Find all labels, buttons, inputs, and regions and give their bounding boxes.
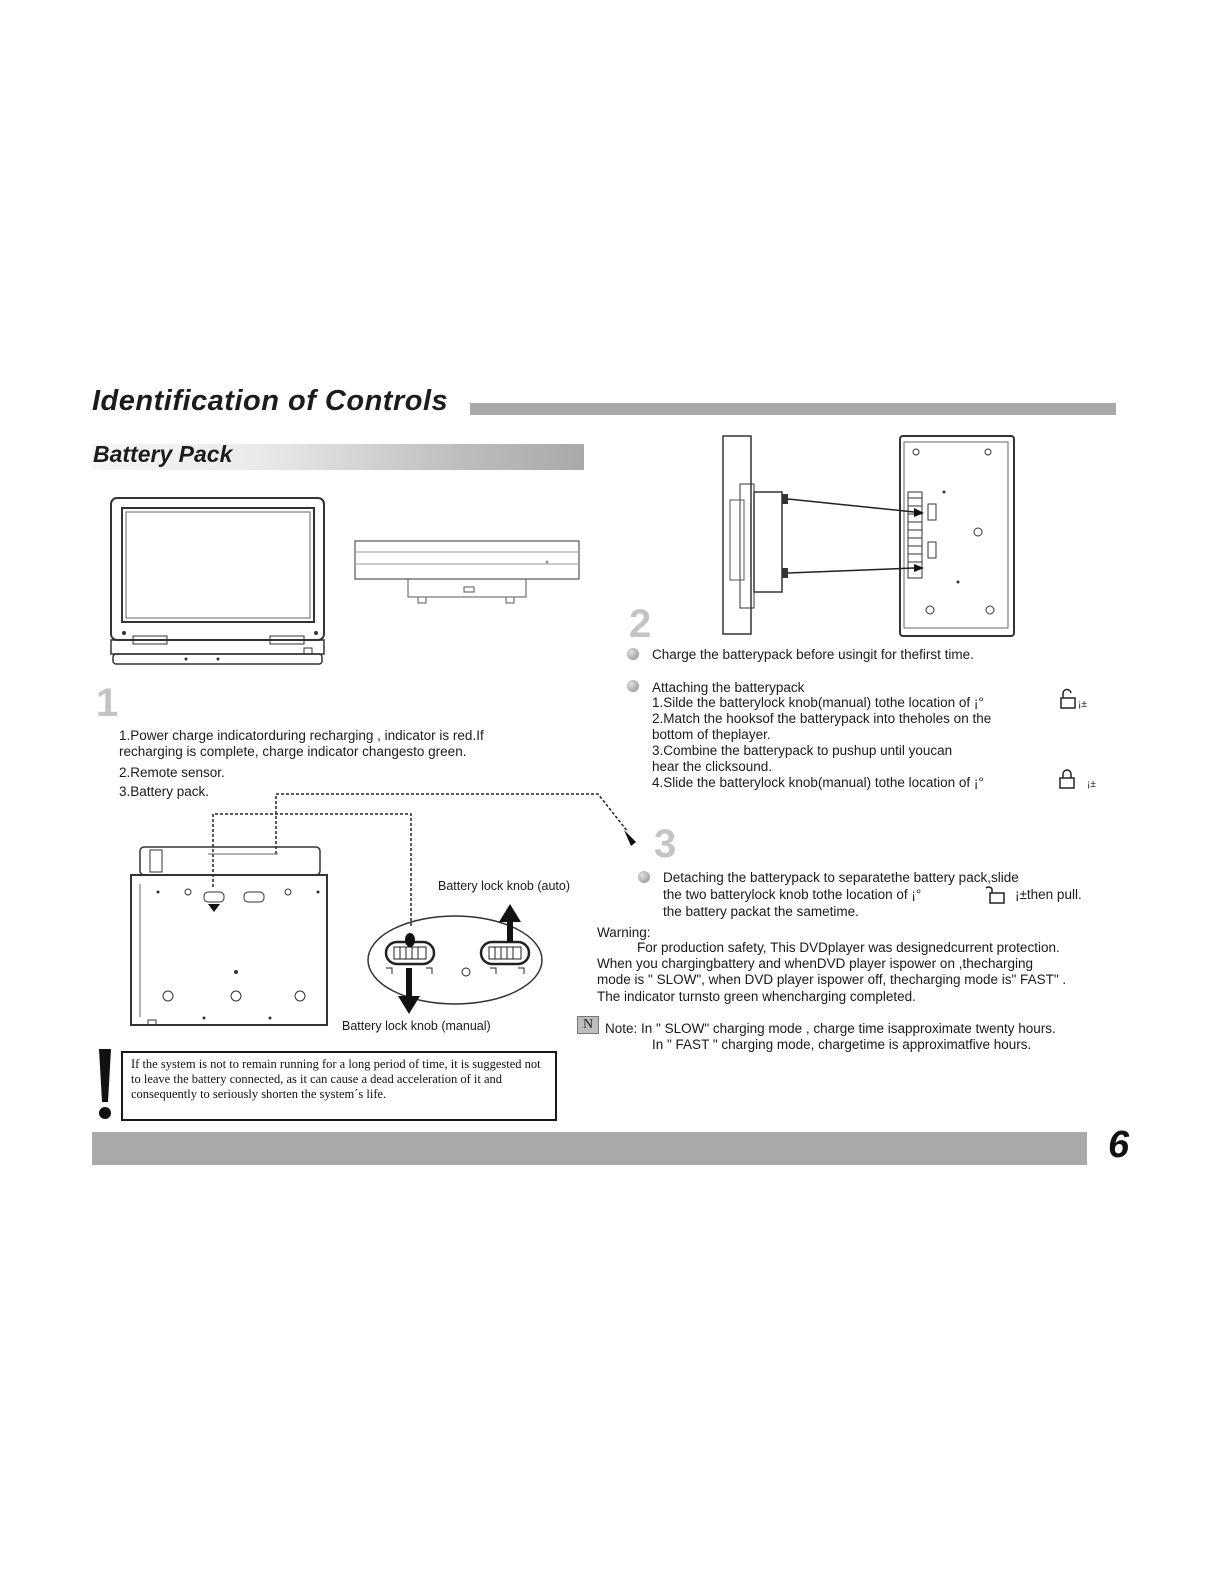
player-front-illustration bbox=[108, 496, 328, 668]
part1-line1: 1.Power charge indicatorduring recharging , indicator is red.If bbox=[119, 728, 484, 743]
part3-line2-end: ¡±then pull. bbox=[1015, 887, 1082, 902]
part2-bullet2: Attaching the batterypack bbox=[652, 680, 805, 695]
unlock-icon bbox=[985, 884, 1007, 904]
warning-heading: Warning: bbox=[597, 925, 651, 940]
label-lock-knob-auto: Battery lock knob (auto) bbox=[438, 879, 571, 893]
note-line1: Note: In " SLOW" charging mode , charge time isapproximate twenty hours. bbox=[605, 1021, 1056, 1036]
part2-step3b: hear the clicksound. bbox=[652, 759, 773, 774]
bullet-icon bbox=[627, 680, 639, 692]
part1-line3: 2.Remote sensor. bbox=[119, 765, 225, 780]
warning-line4: The indicator turnsto green whencharging completed. bbox=[597, 989, 916, 1004]
page-number: 6 bbox=[1108, 1124, 1130, 1166]
warning-line3: mode is " SLOW", when DVD player ispower off, thecharging mode is" FAST" . bbox=[597, 972, 1067, 987]
part2-step2: 2.Match the hooksof the batterypack into theholes on the bbox=[652, 711, 992, 726]
warning-line1: For production safety, This DVDplayer was designedcurrent protection. bbox=[637, 940, 1060, 955]
part2-step4: 4.Slide the batterylock knob(manual) tothe location of ¡° bbox=[652, 775, 984, 790]
step-2-number: 2 bbox=[629, 602, 652, 646]
section-title: Battery Pack bbox=[93, 441, 233, 467]
unlock-icon bbox=[1058, 689, 1078, 709]
bullet-icon bbox=[638, 871, 650, 883]
warning-line2: When you chargingbattery and whenDVD player ispower on ,thecharging bbox=[597, 956, 1034, 971]
part1-line2: recharging is complete, charge indicator changesto green. bbox=[119, 744, 467, 759]
step-3-number: 3 bbox=[654, 822, 677, 866]
battery-attach-illustration bbox=[718, 432, 1018, 638]
part2-bullet1: Charge the batterypack before usingit for thefirst time. bbox=[652, 647, 974, 662]
bullet-icon bbox=[627, 648, 639, 660]
part2-step1: 1.Silde the batterylock knob(manual) tothe location of ¡° bbox=[652, 695, 984, 710]
part2-step4-end: ¡± bbox=[1087, 779, 1096, 790]
lock-icon bbox=[1057, 769, 1077, 789]
part3-line1: Detaching the batterypack to separatethe battery pack,slide bbox=[663, 870, 1019, 885]
exclamation-icon bbox=[95, 1047, 115, 1121]
part3-line2: the two batterylock knob tothe location of ¡° bbox=[663, 887, 922, 902]
warning-box: If the system is not to remain running for a long period of time, it is suggested not to leave the battery connected, as it can cause a dead acceleration of it and consequently to seriously shorten the system´s life. bbox=[121, 1051, 557, 1121]
part2-step3: 3.Combine the batterypack to pushup until youcan bbox=[652, 743, 953, 758]
part2-step2b: bottom of theplayer. bbox=[652, 727, 771, 742]
player-bottom-illustration bbox=[128, 792, 648, 1037]
note-icon: N bbox=[577, 1016, 599, 1034]
player-side-illustration bbox=[354, 540, 580, 606]
part3-line3: the battery packat the sametime. bbox=[663, 904, 859, 919]
page-title: Identification of Controls bbox=[92, 385, 449, 417]
label-lock-knob-manual: Battery lock knob (manual) bbox=[342, 1019, 491, 1033]
title-rule bbox=[470, 403, 1116, 415]
part1-line4: 3.Battery pack. bbox=[119, 784, 210, 799]
footer-bar bbox=[92, 1132, 1087, 1165]
part2-step1-end: ¡± bbox=[1078, 699, 1087, 710]
step-1-number: 1 bbox=[96, 681, 119, 725]
note-line2: In " FAST " charging mode, chargetime is approximatfive hours. bbox=[652, 1037, 1032, 1052]
